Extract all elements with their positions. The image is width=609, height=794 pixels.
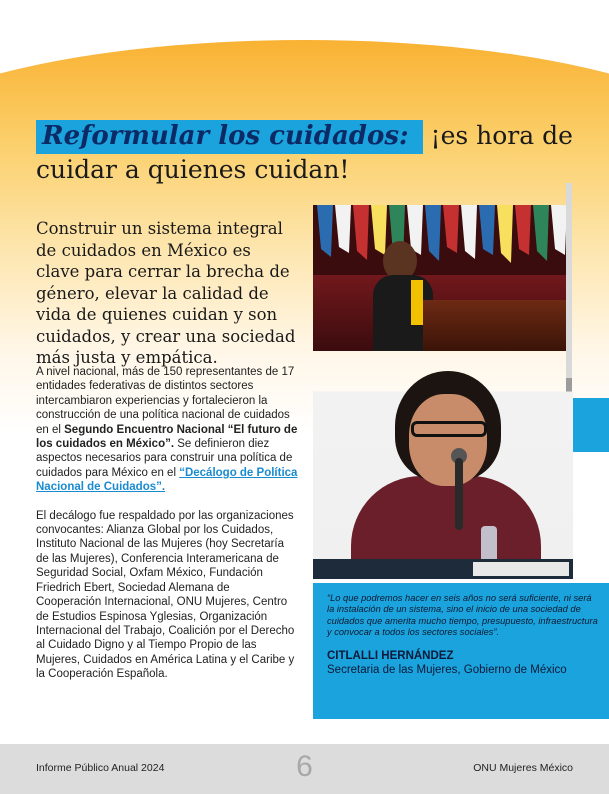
portrait-photo <box>313 366 573 579</box>
body-text-segment: A nivel nacional, más de 150 representantes de 17 entidades federativas de distintos sectores intercambiaron experiencias y fortalecieron la construcción de una política nacional de cuidados en el <box>36 366 295 436</box>
speaker-sash <box>411 280 423 325</box>
podium <box>423 300 568 351</box>
body-text-segment: Se definieron diez aspectos necesarios para construir una política de cuidados para México en el <box>36 438 293 479</box>
footer <box>0 744 609 794</box>
nameplate <box>473 562 569 576</box>
quote-text: “Lo que podremos hacer en seis años no será suficiente, ni será la instalación de un sistema, sino el inicio de una sociedad de cuidados que amerita mucho tiempo, presupuesto, infraestructura y convocar a todos los sectores sociales”. <box>327 593 598 638</box>
title-rest: ¡es hora de cuidar a quienes cuidan! <box>36 121 573 184</box>
title-highlight: Reformular los cuidados: <box>36 120 423 154</box>
quote-author-name: CITLALLI HERNÁNDEZ <box>327 649 454 662</box>
event-name: Segundo Encuentro Nacional “El futuro de los cuidados en México”. <box>36 423 298 451</box>
page-title <box>36 120 576 185</box>
quote-box <box>313 583 609 719</box>
glasses-icon <box>411 421 487 437</box>
speaker-photo <box>313 205 568 351</box>
lead-paragraph: Construir un sistema integral de cuidados en México es clave para cerrar la brecha de género, elevar la calidad de vida de quienes cuidan y son cuidados, y crear una sociedad más justa y empática. <box>36 219 296 367</box>
body-paragraph-1 <box>36 365 298 495</box>
quote-author-role: Secretaria de las Mujeres, Gobierno de México <box>327 663 567 676</box>
page-number: 6 <box>296 750 313 783</box>
flags-illustration <box>313 205 568 275</box>
microphone-handle <box>455 458 463 530</box>
body-paragraph-2: El decálogo fue respaldado por las organizaciones convocantes: Alianza Global por los Cuidados, Instituto Nacional de las Mujeres (hoy Secretaría de las Mujeres), Conferencia Interamericana de Seguridad Social, Oxfam México, Fundación Friedrich Ebert, Sociedad Alemana de Cooperación Internacional, ONU Mujeres, Centro de Estudios Espinosa Yglesias, Organización Internacional del Trabajo, Coalición por el Derecho al Cuidado Digno y al Tiempo Propio de las Mujeres, Cuidados en América Latina y el Caribe y la Cooperación Española. <box>36 509 295 681</box>
footer-report-title: Informe Público Anual 2024 <box>36 762 165 774</box>
decalogo-link[interactable]: “Decálogo de Política Nacional de Cuidados”. <box>36 466 298 494</box>
footer-organization: ONU Mujeres México <box>473 762 573 774</box>
body-text <box>36 365 298 696</box>
portrait-face <box>409 394 487 486</box>
